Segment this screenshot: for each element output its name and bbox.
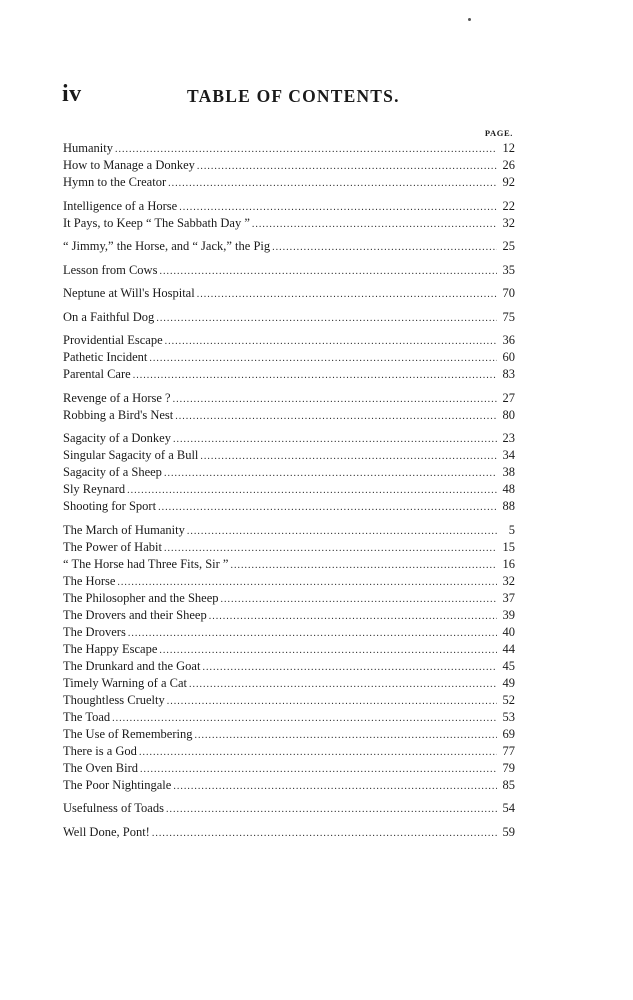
toc-group <box>63 309 515 326</box>
toc-entry-page: 69 <box>502 726 515 741</box>
toc-entry <box>63 215 515 232</box>
toc-entry-title: The Poor Nightingale <box>63 777 172 792</box>
dot-leader <box>197 286 497 303</box>
toc-entry-title: Neptune at Will's Hospital <box>63 286 195 300</box>
toc-entry-page: 70 <box>502 286 515 300</box>
toc-entry <box>63 430 515 447</box>
toc-entry <box>63 407 515 424</box>
dot-leader <box>159 642 497 659</box>
toc-entry-page: 83 <box>502 367 515 381</box>
dot-leader <box>112 710 497 727</box>
dot-leader <box>167 693 497 710</box>
dot-leader <box>149 350 497 367</box>
toc-entry-title: Pathetic Incident <box>63 350 148 364</box>
dot-leader <box>152 825 497 842</box>
dot-leader <box>187 523 497 540</box>
toc-entry <box>63 447 515 464</box>
toc-entry-title: The Happy Escape <box>63 641 158 656</box>
toc-entry <box>63 556 515 573</box>
toc-entry-page: 34 <box>502 448 515 462</box>
toc-entry-page: 77 <box>502 743 515 758</box>
toc-entry <box>63 607 515 624</box>
dot-leader <box>173 778 497 795</box>
toc-entry-page: 39 <box>502 607 515 622</box>
toc-entry-title: Parental Care <box>63 367 131 381</box>
page-number: iv <box>62 81 82 107</box>
toc-entry-title: Well Done, Pont! <box>63 824 150 839</box>
dot-leader <box>133 367 497 384</box>
toc-entry-page: 80 <box>502 407 515 422</box>
dot-leader <box>272 239 497 256</box>
toc-entry-page: 40 <box>502 624 515 639</box>
dot-leader <box>221 591 497 608</box>
toc-entry <box>63 481 515 498</box>
toc-entry-page: 27 <box>502 390 515 405</box>
toc-entry-title: “ Jimmy,” the Horse, and “ Jack,” the Pig <box>63 239 271 253</box>
toc-entry <box>63 140 515 157</box>
toc-entry-title: The Use of Remembering <box>63 726 193 741</box>
toc-group <box>63 198 515 232</box>
dot-leader <box>189 676 497 693</box>
toc-entry <box>63 262 515 279</box>
toc-entry-title: It Pays, to Keep “ The Sabbath Day ” <box>63 215 250 230</box>
toc-entry-page: 88 <box>502 499 515 513</box>
toc-entry-title: Intelligence of a Horse <box>63 198 178 213</box>
dot-leader <box>139 744 497 761</box>
toc-entry <box>63 658 515 675</box>
toc-entry <box>63 777 515 794</box>
toc-entry-title: The Oven Bird <box>63 760 138 775</box>
toc-entry-title: Timely Warning of a Cat <box>63 675 187 690</box>
dot-leader <box>175 408 497 425</box>
toc-entry-page: 35 <box>502 262 515 277</box>
dot-leader <box>159 263 497 280</box>
dot-leader <box>128 625 497 642</box>
toc-entry-page: 60 <box>502 350 515 364</box>
dot-leader <box>117 574 497 591</box>
toc-entry-title: The Drunkard and the Goat <box>63 658 201 673</box>
toc-group <box>63 800 515 817</box>
toc-entry-page: 12 <box>502 141 515 155</box>
toc-entry <box>63 174 515 191</box>
toc-entry-title: Humanity <box>63 141 113 155</box>
toc-entry <box>63 675 515 692</box>
toc-entry <box>63 198 515 215</box>
toc-entry-title: Sagacity of a Donkey <box>63 431 171 445</box>
toc-entry-title: The Drovers and their Sheep <box>63 607 207 622</box>
toc-entry <box>63 709 515 726</box>
dot-leader <box>164 540 497 557</box>
toc-entry-page: 16 <box>502 556 515 571</box>
toc-entry-page: 49 <box>502 675 515 690</box>
toc-group <box>63 238 515 255</box>
toc-entry-page: 37 <box>502 590 515 605</box>
toc-entry <box>63 824 515 841</box>
toc-group <box>63 285 515 302</box>
dot-leader <box>165 333 497 350</box>
toc-entry-title: Lesson from Cows <box>63 262 158 277</box>
toc-entry-page: 22 <box>502 198 515 213</box>
toc-entry-page: 44 <box>502 641 515 656</box>
toc-group <box>63 824 515 841</box>
toc-entry <box>63 573 515 590</box>
toc-entry-page: 48 <box>502 482 515 496</box>
toc-entry-title: Providential Escape <box>63 333 163 347</box>
toc-entry-page: 54 <box>502 801 515 815</box>
toc-entry <box>63 498 515 515</box>
dot-leader <box>173 431 497 448</box>
toc-entry-title: How to Manage a Donkey <box>63 158 195 172</box>
toc-entry-title: On a Faithful Dog <box>63 309 155 324</box>
toc-entry <box>63 464 515 481</box>
toc-entry-page: 26 <box>502 158 515 172</box>
dot-leader <box>173 391 497 408</box>
toc-entry-title: Hymn to the Creator <box>63 175 167 189</box>
table-of-contents <box>63 140 515 841</box>
dot-leader <box>164 465 497 482</box>
toc-entry-title: The Power of Habit <box>63 539 162 554</box>
toc-entry <box>63 692 515 709</box>
toc-entry-title: Robbing a Bird's Nest <box>63 407 174 422</box>
toc-entry <box>63 366 515 383</box>
toc-entry-page: 85 <box>502 777 515 792</box>
toc-entry-title: Usefulness of Toads <box>63 801 164 815</box>
toc-entry-title: Sagacity of a Sheep <box>63 465 162 479</box>
dot-leader <box>194 727 497 744</box>
toc-entry-title: Sly Reynard <box>63 482 126 496</box>
toc-entry <box>63 743 515 760</box>
toc-entry <box>63 157 515 174</box>
toc-entry <box>63 522 515 539</box>
toc-entry-title: Singular Sagacity of a Bull <box>63 448 199 462</box>
dot-leader <box>230 557 497 574</box>
toc-entry-title: The March of Humanity <box>63 522 185 537</box>
toc-entry <box>63 332 515 349</box>
toc-entry-page: 32 <box>502 573 515 588</box>
dot-leader <box>115 141 497 158</box>
toc-entry-title: Shooting for Sport <box>63 499 157 513</box>
toc-entry <box>63 726 515 743</box>
toc-group <box>63 140 515 191</box>
toc-entry-title: The Toad <box>63 709 111 724</box>
toc-entry-title: The Horse <box>63 573 116 588</box>
toc-entry <box>63 590 515 607</box>
toc-entry-page: 38 <box>502 465 515 479</box>
toc-entry-page: 59 <box>502 824 515 839</box>
toc-entry <box>63 624 515 641</box>
toc-entry-page: 25 <box>502 239 515 253</box>
page-column-label: PAGE. <box>484 128 513 138</box>
dot-leader <box>140 761 497 778</box>
toc-entry <box>63 539 515 556</box>
toc-group <box>63 332 515 383</box>
toc-entry-page: 32 <box>502 215 515 230</box>
toc-entry-title: The Philosopher and the Sheep <box>63 590 219 605</box>
dot-leader <box>158 499 497 516</box>
dot-leader <box>197 158 497 175</box>
toc-entry-page: 75 <box>502 309 515 324</box>
toc-entry-page: 52 <box>502 692 515 707</box>
running-title: TABLE OF CONTENTS. <box>187 86 400 106</box>
toc-entry-page: 5 <box>508 522 515 537</box>
toc-entry-title: The Drovers <box>63 624 126 639</box>
toc-entry-page: 79 <box>502 760 515 775</box>
toc-entry <box>63 309 515 326</box>
toc-group <box>63 262 515 279</box>
toc-entry-page: 53 <box>502 709 515 724</box>
toc-entry-title: Revenge of a Horse ? <box>63 390 171 405</box>
toc-entry-title: Thoughtless Cruelty <box>63 692 165 707</box>
toc-entry-page: 92 <box>502 175 515 189</box>
dot-leader <box>252 216 497 233</box>
toc-entry <box>63 390 515 407</box>
dot-leader <box>127 482 497 499</box>
toc-entry <box>63 760 515 777</box>
toc-entry <box>63 285 515 302</box>
toc-entry <box>63 800 515 817</box>
toc-entry <box>63 349 515 366</box>
toc-entry-page: 15 <box>502 539 515 554</box>
dot-leader <box>156 310 497 327</box>
dot-leader <box>179 199 497 216</box>
dot-leader <box>202 659 497 676</box>
toc-entry <box>63 641 515 658</box>
toc-group <box>63 430 515 515</box>
toc-group <box>63 522 515 794</box>
dot-leader <box>168 175 497 192</box>
print-speck <box>468 18 471 21</box>
toc-entry-page: 23 <box>502 431 515 445</box>
toc-group <box>63 390 515 424</box>
dot-leader <box>209 608 497 625</box>
dot-leader <box>200 448 497 465</box>
dot-leader <box>166 801 497 818</box>
toc-entry <box>63 238 515 255</box>
toc-entry-title: “ The Horse had Three Fits, Sir ” <box>63 556 229 571</box>
toc-entry-page: 45 <box>502 658 515 673</box>
toc-entry-title: There is a God <box>63 743 137 758</box>
toc-entry-page: 36 <box>502 333 515 347</box>
